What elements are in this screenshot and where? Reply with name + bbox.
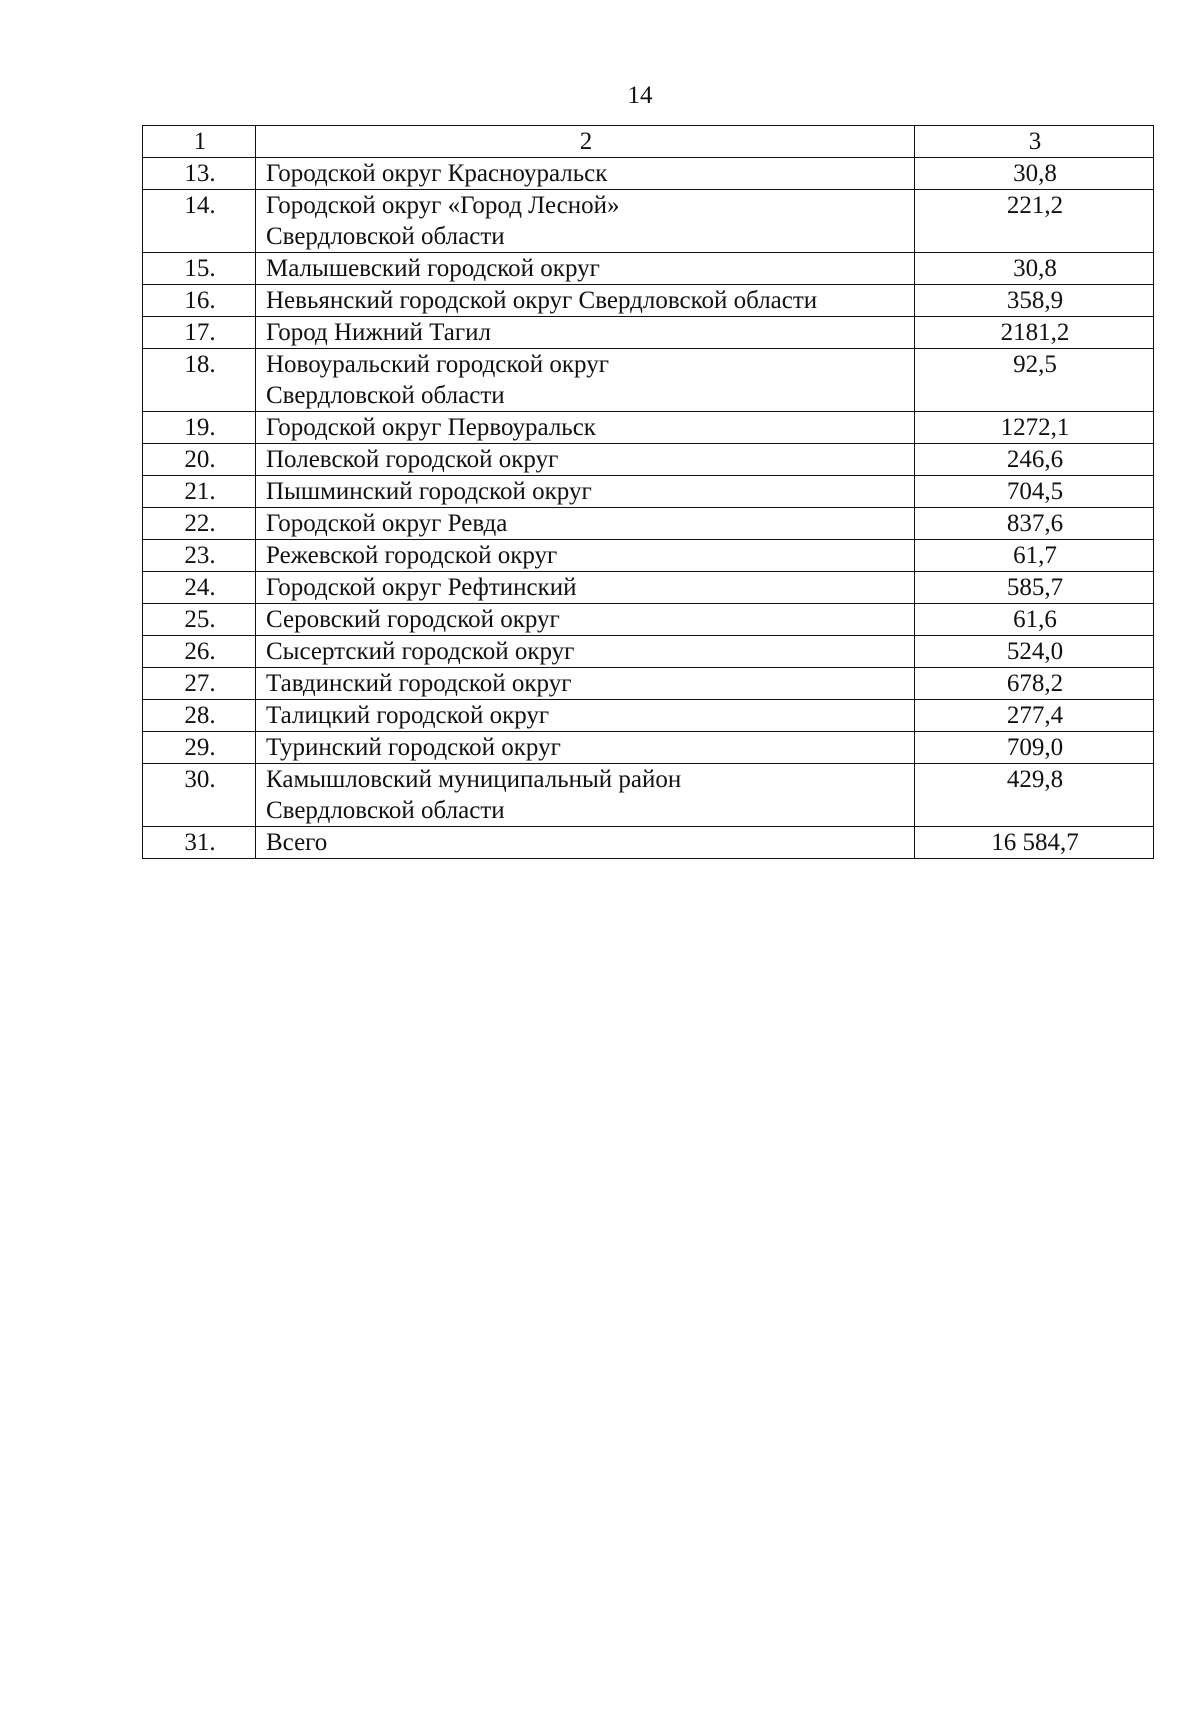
table-row xyxy=(143,476,1154,508)
row-value: 1272,1 xyxy=(915,412,1154,444)
municipality-name: Туринский городской округ xyxy=(256,732,915,764)
row-number: 13. xyxy=(143,158,256,190)
allocation-table xyxy=(142,125,1154,859)
municipality-name: Новоуральский городской округ Свердловской области xyxy=(256,349,915,412)
municipality-name: Камышловский муниципальный район Свердловской области xyxy=(256,764,915,827)
table-row xyxy=(143,636,1154,668)
table-row xyxy=(143,668,1154,700)
table-row xyxy=(143,190,1154,253)
table-row xyxy=(143,572,1154,604)
table-row xyxy=(143,158,1154,190)
column-number-header-2: 2 xyxy=(256,126,915,158)
row-value: 837,6 xyxy=(915,508,1154,540)
row-number: 28. xyxy=(143,700,256,732)
municipality-name: Город Нижний Тагил xyxy=(256,317,915,349)
row-number: 18. xyxy=(143,349,256,412)
table-row xyxy=(143,349,1154,412)
municipality-name: Невьянский городской округ Свердловской области xyxy=(256,285,915,317)
municipality-name: Городской округ Рефтинский xyxy=(256,572,915,604)
row-number: 22. xyxy=(143,508,256,540)
row-number: 23. xyxy=(143,540,256,572)
row-number: 27. xyxy=(143,668,256,700)
row-value: 221,2 xyxy=(915,190,1154,253)
row-value: 704,5 xyxy=(915,476,1154,508)
row-value: 30,8 xyxy=(915,253,1154,285)
row-value: 61,6 xyxy=(915,604,1154,636)
municipality-name: Сысертский городской округ xyxy=(256,636,915,668)
table-header-row xyxy=(143,126,1154,158)
municipality-name: Полевской городской округ xyxy=(256,444,915,476)
total-value: 16 584,7 xyxy=(915,827,1154,859)
municipality-name: Талицкий городской округ xyxy=(256,700,915,732)
total-label: Всего xyxy=(256,827,915,859)
table-row xyxy=(143,540,1154,572)
row-number: 26. xyxy=(143,636,256,668)
row-value: 2181,2 xyxy=(915,317,1154,349)
municipality-name: Тавдинский городской округ xyxy=(256,668,915,700)
column-number-header-3: 3 xyxy=(915,126,1154,158)
row-number: 31. xyxy=(143,827,256,859)
municipality-name: Режевской городской округ xyxy=(256,540,915,572)
municipality-name: Серовский городской округ xyxy=(256,604,915,636)
table-row xyxy=(143,700,1154,732)
municipality-name: Городской округ Красноуральск xyxy=(256,158,915,190)
municipality-name: Малышевский городской округ xyxy=(256,253,915,285)
row-value: 30,8 xyxy=(915,158,1154,190)
row-value: 678,2 xyxy=(915,668,1154,700)
row-value: 358,9 xyxy=(915,285,1154,317)
table-row xyxy=(143,253,1154,285)
row-number: 20. xyxy=(143,444,256,476)
table-row xyxy=(143,732,1154,764)
municipality-name: Пышминский городской округ xyxy=(256,476,915,508)
row-value: 61,7 xyxy=(915,540,1154,572)
total-row xyxy=(143,827,1154,859)
row-number: 24. xyxy=(143,572,256,604)
row-value: 92,5 xyxy=(915,349,1154,412)
row-value: 524,0 xyxy=(915,636,1154,668)
row-value: 246,6 xyxy=(915,444,1154,476)
table-row xyxy=(143,285,1154,317)
table-row xyxy=(143,412,1154,444)
table-row xyxy=(143,604,1154,636)
row-number: 25. xyxy=(143,604,256,636)
row-number: 21. xyxy=(143,476,256,508)
page-number: 14 xyxy=(627,82,653,109)
table-row xyxy=(143,444,1154,476)
row-value: 709,0 xyxy=(915,732,1154,764)
municipality-name: Городской округ Первоуральск xyxy=(256,412,915,444)
table-row xyxy=(143,317,1154,349)
row-number: 16. xyxy=(143,285,256,317)
row-number: 17. xyxy=(143,317,256,349)
table-row xyxy=(143,508,1154,540)
row-value: 585,7 xyxy=(915,572,1154,604)
municipality-name: Городской округ «Город Лесной» Свердловской области xyxy=(256,190,915,253)
row-number: 15. xyxy=(143,253,256,285)
row-number: 19. xyxy=(143,412,256,444)
column-number-header-1: 1 xyxy=(143,126,256,158)
row-number: 29. xyxy=(143,732,256,764)
municipality-name: Городской округ Ревда xyxy=(256,508,915,540)
table-row xyxy=(143,764,1154,827)
row-number: 30. xyxy=(143,764,256,827)
row-value: 277,4 xyxy=(915,700,1154,732)
row-value: 429,8 xyxy=(915,764,1154,827)
row-number: 14. xyxy=(143,190,256,253)
